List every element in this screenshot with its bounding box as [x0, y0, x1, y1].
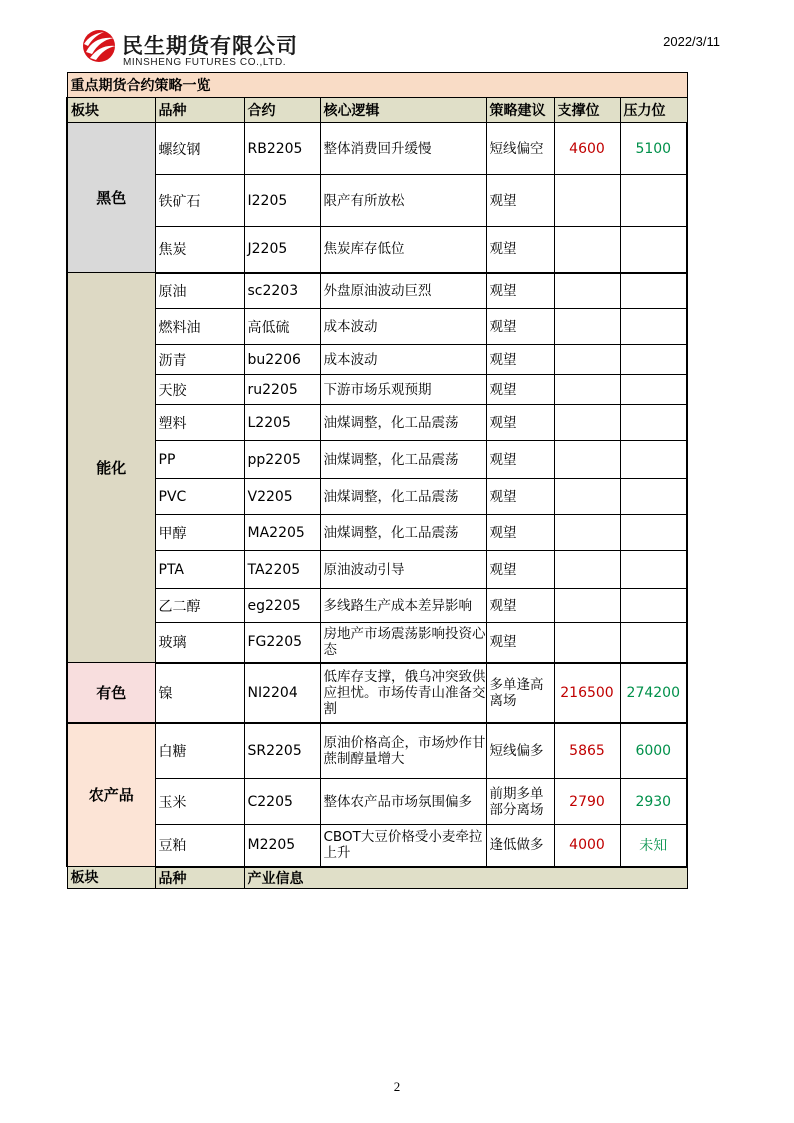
logic-cell: 焦炭库存低位	[320, 227, 486, 273]
product-cell: 玻璃	[155, 623, 244, 663]
logic-cell: 下游市场乐观预期	[320, 375, 486, 405]
product-cell: 镍	[155, 663, 244, 723]
support-cell	[554, 441, 620, 479]
strategy-cell: 观望	[486, 273, 554, 309]
product-cell: PTA	[155, 551, 244, 589]
resistance-cell: 5100	[620, 123, 687, 175]
strategy-table	[66, 72, 688, 889]
support-cell	[554, 479, 620, 515]
table-row	[67, 479, 687, 515]
strategy-cell: 观望	[486, 589, 554, 623]
product-cell: 白糖	[155, 723, 244, 779]
support-cell	[554, 405, 620, 441]
support-cell	[554, 589, 620, 623]
strategy-cell: 短线偏多	[486, 723, 554, 779]
table-row	[67, 779, 687, 825]
product-cell: 豆粕	[155, 825, 244, 867]
product-cell: 燃料油	[155, 309, 244, 345]
table-row	[67, 551, 687, 589]
resistance-cell	[620, 375, 687, 405]
logic-cell: 多线路生产成本差异影响	[320, 589, 486, 623]
resistance-cell: 6000	[620, 723, 687, 779]
header-support: 支撑位	[554, 98, 620, 123]
product-cell: 塑料	[155, 405, 244, 441]
table-header-row	[67, 98, 687, 123]
header-contract: 合约	[244, 98, 320, 123]
strategy-cell: 观望	[486, 345, 554, 375]
support-cell	[554, 309, 620, 345]
header-resistance: 压力位	[620, 98, 687, 123]
product-cell: PVC	[155, 479, 244, 515]
table-row	[67, 623, 687, 663]
contract-cell: pp2205	[244, 441, 320, 479]
table-row	[67, 663, 687, 723]
company-name-en: MINSHENG FUTURES CO.,LTD.	[123, 57, 287, 68]
product-cell: 玉米	[155, 779, 244, 825]
strategy-cell: 前期多单部分离场	[486, 779, 554, 825]
logic-cell: 原油价格高企，市场炒作甘蔗制醇量增大	[320, 723, 486, 779]
table-row	[67, 825, 687, 867]
product-cell: 原油	[155, 273, 244, 309]
sector-cell: 农产品	[67, 723, 155, 867]
product-cell: 乙二醇	[155, 589, 244, 623]
strategy-cell: 观望	[486, 405, 554, 441]
resistance-cell	[620, 623, 687, 663]
resistance-cell	[620, 441, 687, 479]
support-cell	[554, 227, 620, 273]
resistance-cell	[620, 405, 687, 441]
contract-cell: sc2203	[244, 273, 320, 309]
support-cell: 216500	[554, 663, 620, 723]
logic-cell: 油煤调整，化工品震荡	[320, 479, 486, 515]
table-footer-row	[67, 867, 687, 889]
report-date: 2022/3/11	[663, 34, 720, 49]
table-row	[67, 441, 687, 479]
support-cell	[554, 175, 620, 227]
logic-cell: 低库存支撑，俄乌冲突致供应担忧。市场传青山准备交割	[320, 663, 486, 723]
contract-cell: C2205	[244, 779, 320, 825]
product-cell: 焦炭	[155, 227, 244, 273]
table-row	[67, 375, 687, 405]
footer-product: 品种	[155, 867, 244, 889]
strategy-cell: 观望	[486, 515, 554, 551]
resistance-cell: 2930	[620, 779, 687, 825]
sector-cell: 能化	[67, 273, 155, 663]
strategy-cell: 观望	[486, 441, 554, 479]
support-cell	[554, 515, 620, 551]
page-number: 2	[393, 1079, 401, 1094]
table-row	[67, 405, 687, 441]
resistance-cell	[620, 273, 687, 309]
header-logic: 核心逻辑	[320, 98, 486, 123]
strategy-cell: 多单逢高离场	[486, 663, 554, 723]
support-cell	[554, 375, 620, 405]
resistance-cell	[620, 227, 687, 273]
support-cell: 4000	[554, 825, 620, 867]
product-cell: 天胶	[155, 375, 244, 405]
table-row	[67, 273, 687, 309]
table-row	[67, 309, 687, 345]
resistance-cell	[620, 515, 687, 551]
logic-cell: CBOT大豆价格受小麦牵拉上升	[320, 825, 486, 867]
support-cell	[554, 345, 620, 375]
product-cell: 沥青	[155, 345, 244, 375]
support-cell: 5865	[554, 723, 620, 779]
logic-cell: 油煤调整，化工品震荡	[320, 441, 486, 479]
company-name-cn: 民生期货有限公司	[122, 34, 298, 58]
contract-cell: L2205	[244, 405, 320, 441]
product-cell: 铁矿石	[155, 175, 244, 227]
logic-cell: 整体农产品市场氛围偏多	[320, 779, 486, 825]
resistance-cell: 274200	[620, 663, 687, 723]
logic-cell: 房地产市场震荡影响投资心态	[320, 623, 486, 663]
support-cell	[554, 551, 620, 589]
strategy-cell: 观望	[486, 227, 554, 273]
resistance-cell	[620, 345, 687, 375]
contract-cell: 高低硫	[244, 309, 320, 345]
table-title: 重点期货合约策略一览	[67, 73, 687, 98]
contract-cell: ru2205	[244, 375, 320, 405]
footer-sector: 板块	[67, 867, 155, 889]
contract-cell: RB2205	[244, 123, 320, 175]
table-title-row	[67, 73, 687, 98]
header-sector: 板块	[67, 98, 155, 123]
strategy-cell: 观望	[486, 375, 554, 405]
table-row	[67, 345, 687, 375]
contract-cell: I2205	[244, 175, 320, 227]
table-row	[67, 123, 687, 175]
logic-cell: 整体消费回升缓慢	[320, 123, 486, 175]
contract-cell: MA2205	[244, 515, 320, 551]
contract-cell: bu2206	[244, 345, 320, 375]
table-row	[67, 227, 687, 273]
resistance-cell	[620, 551, 687, 589]
strategy-cell: 观望	[486, 551, 554, 589]
support-cell: 4600	[554, 123, 620, 175]
table-row	[67, 515, 687, 551]
contract-cell: M2205	[244, 825, 320, 867]
logic-cell: 原油波动引导	[320, 551, 486, 589]
resistance-cell	[620, 175, 687, 227]
support-cell	[554, 623, 620, 663]
sector-cell: 黑色	[67, 123, 155, 273]
minsheng-swirl-logo-icon	[80, 28, 120, 64]
strategy-cell: 观望	[486, 479, 554, 515]
footer-industry-info: 产业信息	[244, 867, 687, 889]
contract-cell: NI2204	[244, 663, 320, 723]
contract-cell: TA2205	[244, 551, 320, 589]
support-cell: 2790	[554, 779, 620, 825]
product-cell: 螺纹钢	[155, 123, 244, 175]
page-header	[80, 26, 720, 72]
resistance-cell	[620, 479, 687, 515]
contract-cell: eg2205	[244, 589, 320, 623]
logic-cell: 成本波动	[320, 309, 486, 345]
logic-cell: 外盘原油波动巨烈	[320, 273, 486, 309]
strategy-cell: 观望	[486, 309, 554, 345]
logic-cell: 成本波动	[320, 345, 486, 375]
product-cell: 甲醇	[155, 515, 244, 551]
table-row	[67, 589, 687, 623]
logic-cell: 油煤调整，化工品震荡	[320, 515, 486, 551]
strategy-cell: 短线偏空	[486, 123, 554, 175]
contract-cell: FG2205	[244, 623, 320, 663]
resistance-cell	[620, 309, 687, 345]
logic-cell: 油煤调整，化工品震荡	[320, 405, 486, 441]
product-cell: PP	[155, 441, 244, 479]
resistance-cell	[620, 589, 687, 623]
resistance-cell: 未知	[620, 825, 687, 867]
header-product: 品种	[155, 98, 244, 123]
table-row	[67, 175, 687, 227]
strategy-cell: 观望	[486, 623, 554, 663]
contract-cell: J2205	[244, 227, 320, 273]
table-row	[67, 723, 687, 779]
sector-cell: 有色	[67, 663, 155, 723]
strategy-cell: 观望	[486, 175, 554, 227]
contract-cell: SR2205	[244, 723, 320, 779]
header-strategy: 策略建议	[486, 98, 554, 123]
strategy-cell: 逢低做多	[486, 825, 554, 867]
contract-cell: V2205	[244, 479, 320, 515]
support-cell	[554, 273, 620, 309]
logic-cell: 限产有所放松	[320, 175, 486, 227]
